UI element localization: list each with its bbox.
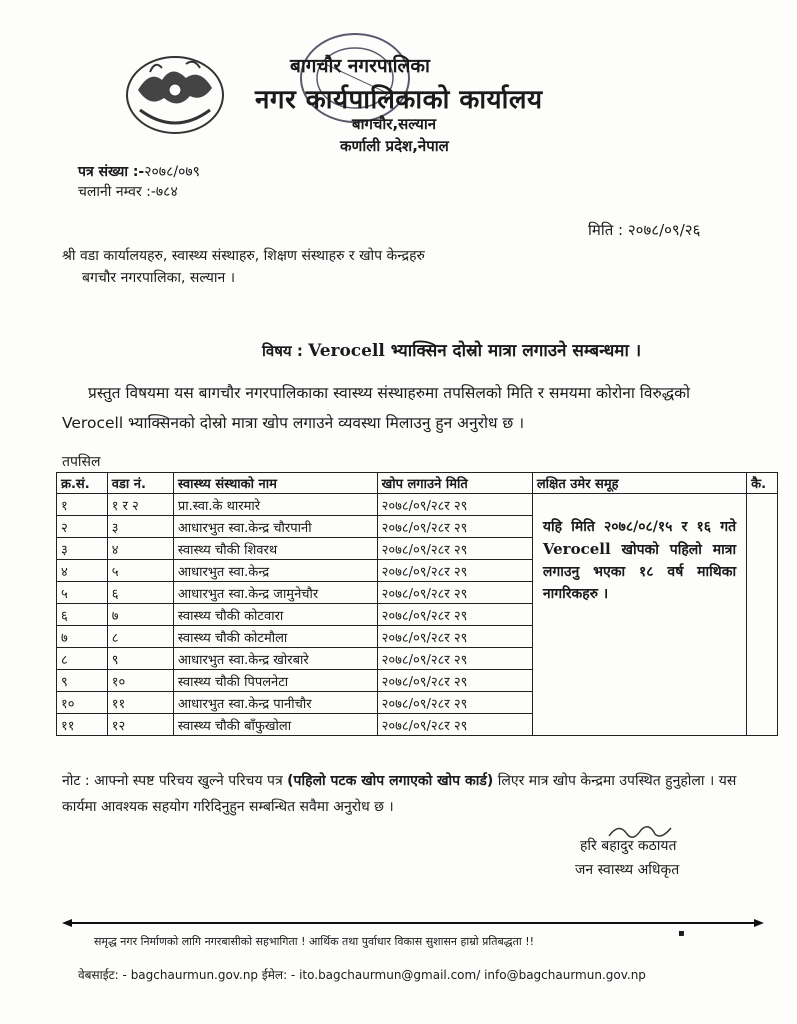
cell-date: २०७८/०९/२८र २९ — [377, 494, 532, 516]
subject-line — [262, 338, 641, 361]
letter-number: पत्र संख्या :-२०७८/०७९ — [78, 164, 200, 180]
cell-serial: ७ — [57, 626, 108, 648]
mark-dot: ▪ — [678, 928, 685, 939]
cell-facility: स्वास्थ्य चौकी बाँफुखोला — [173, 714, 377, 736]
body-paragraph: प्रस्तुत विषयमा यस बागचौर नगरपालिकाका स्वास्थ्य संस्थाहरुमा तपसिलको मिति र समयमा कोरोना विरुद्धको Verocell भ्याक्सिनको दोस्रो मात्रा खोप लगाउने व्यवस्था मिलाउनु हुन अनुरोध छ । — [62, 384, 691, 432]
cell-remarks — [747, 494, 778, 736]
subject-label: विषय : — [262, 342, 303, 360]
office-location: बागचौर,सल्यान — [352, 115, 437, 133]
schedule-label: तपसिल — [62, 454, 101, 470]
cell-ward: १ र २ — [107, 494, 173, 516]
cell-facility: आधारभुत स्वा.केन्द्र खोरबारे — [173, 648, 377, 670]
cell-date: २०७८/०९/२८र २९ — [377, 560, 532, 582]
cell-date: २०७८/०९/२८र २९ — [377, 670, 532, 692]
cell-serial: २ — [57, 516, 108, 538]
email-link[interactable]: ito.bagchaurmun@gmail.com/ info@bagchaurmun.gov.np — [299, 968, 646, 982]
cell-serial: ११ — [57, 714, 108, 736]
cell-ward: ७ — [107, 604, 173, 626]
cell-facility: प्रा.स्वा.के थारमारे — [173, 494, 377, 516]
cell-serial: ९ — [57, 670, 108, 692]
cell-facility: स्वास्थ्य चौकी कोटवारा — [173, 604, 377, 626]
cell-facility: आधारभुत स्वा.केन्द्र जामुनेचौर — [173, 582, 377, 604]
nepal-emblem-icon — [120, 50, 230, 136]
cell-ward: ९ — [107, 648, 173, 670]
cell-facility: स्वास्थ्य चौकी कोटमौला — [173, 626, 377, 648]
letter-date: मिति : २०७८/०९/२६ — [588, 221, 701, 239]
cell-facility: आधारभुत स्वा.केन्द्र चौरपानी — [173, 516, 377, 538]
cell-date: २०७८/०९/२८र २९ — [377, 582, 532, 604]
cell-serial: १ — [57, 494, 108, 516]
cell-date: २०७८/०९/२८र २९ — [377, 604, 532, 626]
cell-serial: ३ — [57, 538, 108, 560]
org-name: बागचौर नगरपालिका — [290, 55, 430, 77]
website-link[interactable]: bagchaurmun.gov.np — [130, 968, 259, 982]
cell-ward: ११ — [107, 692, 173, 714]
cell-date: २०७८/०९/२८र २९ — [377, 538, 532, 560]
cell-date: २०७८/०९/२८र २९ — [377, 516, 532, 538]
col-serial: क्र.सं. — [57, 473, 108, 494]
cell-date: २०७८/०९/२८र २९ — [377, 626, 532, 648]
col-target-group: लक्षित उमेर समूह — [532, 473, 746, 494]
cell-date: २०७८/०९/२८र २९ — [377, 692, 532, 714]
col-date: खोप लगाउने मिति — [377, 473, 532, 494]
cell-target-group: यहि मिति २०७८/०८/१५ र १६ गते Verocell खोपको पहिलो मात्रा लगाउनु भएका १८ वर्ष माथिका नागरिकहरु । — [532, 494, 746, 736]
office-name: नगर कार्यपालिकाको कार्यालय — [255, 85, 543, 115]
signatory-title: जन स्वास्थ्य अधिकृत — [575, 862, 680, 878]
signatory-name: हरि बहादुर कठायत — [580, 838, 677, 854]
cell-facility: आधारभुत स्वा.केन्द्र — [173, 560, 377, 582]
col-facility: स्वास्थ्य संस्थाको नाम — [173, 473, 377, 494]
cell-facility: स्वास्थ्य चौकी पिपलनेटा — [173, 670, 377, 692]
footer-motto: समृद्ध नगर निर्माणको लागि नगरबासीको सहभागिता ! आर्थिक तथा पुर्वाधार विकास सुशासन हाम्रो प्रतिबद्धता !! — [94, 935, 535, 948]
cell-ward: ८ — [107, 626, 173, 648]
province-name: कर्णाली प्रदेश,नेपाल — [340, 137, 449, 155]
addressee-line-1: श्री वडा कार्यालयहरु, स्वास्थ्य संस्थाहरु, शिक्षण संस्थाहरु र खोप केन्द्रहरु — [62, 248, 425, 264]
email-label: ईमेल: - — [258, 968, 300, 982]
addressee-line-2: बगचौर नगरपालिका, सल्यान । — [82, 270, 236, 286]
website-label: वेबसाईट: - — [78, 968, 131, 982]
vaccination-schedule-table — [56, 472, 778, 736]
cell-ward: ६ — [107, 582, 173, 604]
cell-ward: ५ — [107, 560, 173, 582]
cell-serial: ५ — [57, 582, 108, 604]
cell-ward: १२ — [107, 714, 173, 736]
cell-ward: ३ — [107, 516, 173, 538]
cell-serial: ८ — [57, 648, 108, 670]
cell-date: २०७८/०९/२८र २९ — [377, 648, 532, 670]
table-header-row — [57, 473, 778, 494]
cell-facility: स्वास्थ्य चौकी शिवरथ — [173, 538, 377, 560]
footer-divider — [62, 918, 764, 928]
col-ward: वडा नं. — [107, 473, 173, 494]
subject-text: Verocell भ्याक्सिन दोस्रो मात्रा लगाउने सम्बन्धमा । — [308, 341, 642, 361]
cell-serial: ६ — [57, 604, 108, 626]
cell-serial: १० — [57, 692, 108, 714]
cell-facility: आधारभुत स्वा.केन्द्र पानीचौर — [173, 692, 377, 714]
note-paragraph: नोट : आफ्नो स्पष्ट परिचय खुल्ने परिचय पत्र (पहिलो पटक खोप लगाएको खोप कार्ड) लिएर मात्र खोप केन्द्रमा उपस्थित हुनुहोला । यस कार्यमा आवश्यक सहयोग गरिदिनुहुन सम्बन्धित सवैमा अनुरोध छ । — [62, 773, 737, 815]
cell-serial: ४ — [57, 560, 108, 582]
dispatch-number: चलानी नम्वर :-७८४ — [78, 184, 178, 200]
cell-ward: ४ — [107, 538, 173, 560]
col-remarks: कै. — [747, 473, 778, 494]
cell-ward: १० — [107, 670, 173, 692]
table-row — [57, 494, 778, 516]
footer-contact — [78, 966, 646, 983]
cell-date: २०७८/०९/२८र २९ — [377, 714, 532, 736]
